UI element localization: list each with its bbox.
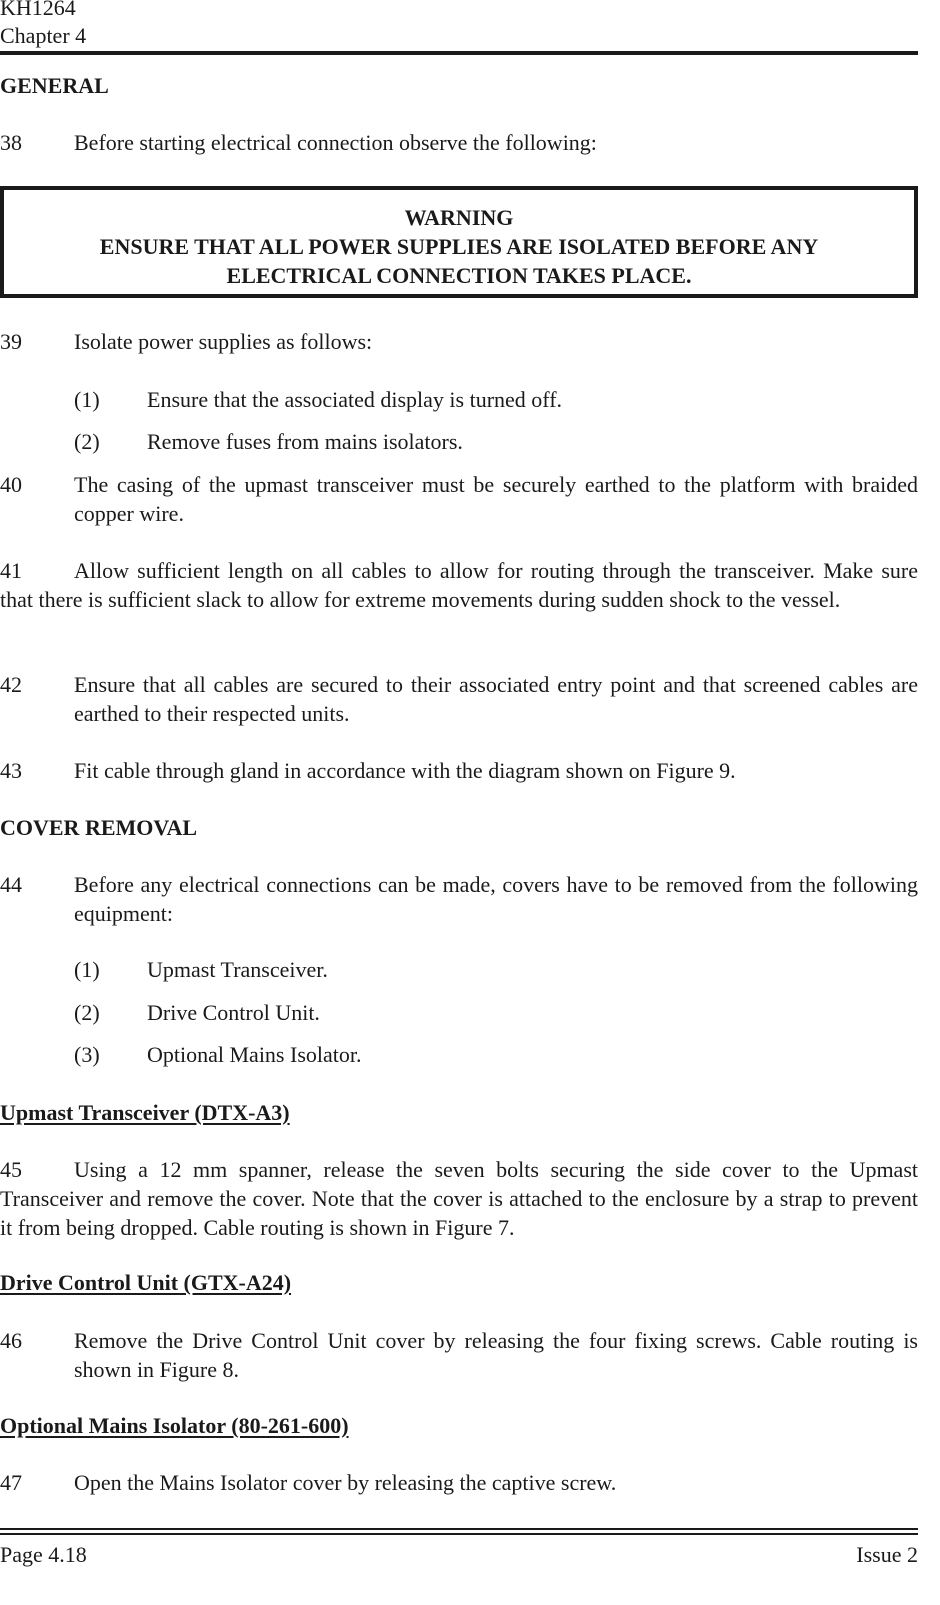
paragraph-39	[0, 327, 918, 356]
paragraph-text: Ensure that all cables are secured to their associated entry point and that screened cables are earthed to their respected units.	[74, 672, 918, 726]
paragraph-text: Allow sufficient length on all cables to allow for routing through the transceiver. Make sure that there is sufficient slack to allow for extreme movements during sudden shock to the vessel.	[0, 558, 918, 612]
paragraph-text: Open the Mains Isolator cover by releasing the captive screw.	[74, 1470, 617, 1495]
paragraph-46	[0, 1326, 918, 1384]
footer-rule-bottom	[0, 1533, 918, 1535]
paragraph-38	[0, 128, 918, 157]
subsection-heading-drive: Drive Control Unit (GTX-A24)	[0, 1270, 292, 1295]
list-item-text: Optional Mains Isolator.	[147, 1042, 362, 1067]
paragraph-number: 46	[0, 1328, 22, 1353]
paragraph-text: Using a 12 mm spanner, release the seven bolts securing the side cover to the Upmast Transceiver and remove the cover. Note that the cover is attached to the enclosure by a strap to prevent it from being dropped. Cable routing is shown in Figure 7.	[0, 1157, 918, 1240]
paragraph-44	[0, 870, 918, 928]
warning-text: ENSURE THAT ALL POWER SUPPLIES ARE ISOLATED BEFORE ANY ELECTRICAL CONNECTION TAKES PLACE.	[99, 234, 819, 288]
paragraph-number: 43	[0, 758, 22, 783]
paragraph-text: The casing of the upmast transceiver must be securely earthed to the platform with braided copper wire.	[74, 472, 918, 526]
list-item-text: Ensure that the associated display is turned off.	[147, 387, 563, 412]
paragraph-number: 39	[0, 329, 22, 354]
paragraph-41	[0, 556, 918, 614]
header-rule	[0, 51, 918, 55]
paragraph-number: 45	[0, 1157, 22, 1182]
paragraph-number: 38	[0, 130, 22, 155]
list-item-number: (3)	[74, 1042, 100, 1067]
list-item-number: (1)	[74, 387, 100, 412]
warning-title: WARNING	[404, 205, 514, 230]
footer-rule-top	[0, 1528, 918, 1530]
paragraph-40	[0, 470, 918, 528]
paragraph-47	[0, 1468, 918, 1497]
paragraph-text: Remove the Drive Control Unit cover by releasing the four fixing screws. Cable routing is shown in Figure 8.	[74, 1328, 918, 1382]
paragraph-42	[0, 670, 918, 728]
doc-code: KH1264	[0, 0, 76, 20]
subsection-heading-upmast: Upmast Transceiver (DTX-A3)	[0, 1100, 290, 1125]
paragraph-number: 47	[0, 1470, 22, 1495]
paragraph-number: 40	[0, 472, 22, 497]
list-item-number: (2)	[74, 429, 100, 454]
paragraph-number: 41	[0, 558, 22, 583]
paragraph-text: Fit cable through gland in accordance with the diagram shown on Figure 9.	[74, 758, 736, 783]
paragraph-43	[0, 756, 918, 785]
issue-label: Issue 2	[856, 1542, 918, 1567]
paragraph-number: 42	[0, 672, 22, 697]
warning-box	[0, 186, 918, 298]
list-item-text: Drive Control Unit.	[147, 1000, 320, 1025]
section-heading-general: GENERAL	[0, 73, 109, 98]
list-item-text: Remove fuses from mains isolators.	[147, 429, 463, 454]
paragraph-text: Before any electrical connections can be made, covers have to be removed from the following equipment:	[74, 872, 918, 926]
list-item-text: Upmast Transceiver.	[147, 957, 328, 982]
list-item-number: (2)	[74, 1000, 100, 1025]
paragraph-text: Isolate power supplies as follows:	[74, 329, 373, 354]
chapter-label: Chapter 4	[0, 23, 87, 48]
list-item-number: (1)	[74, 957, 100, 982]
paragraph-number: 44	[0, 872, 22, 897]
paragraph-45	[0, 1155, 918, 1242]
section-heading-cover-removal: COVER REMOVAL	[0, 815, 198, 840]
page-number: Page 4.18	[0, 1542, 87, 1567]
subsection-heading-mains: Optional Mains Isolator (80-261-600)	[0, 1413, 349, 1438]
paragraph-text: Before starting electrical connection observe the following:	[74, 130, 597, 155]
